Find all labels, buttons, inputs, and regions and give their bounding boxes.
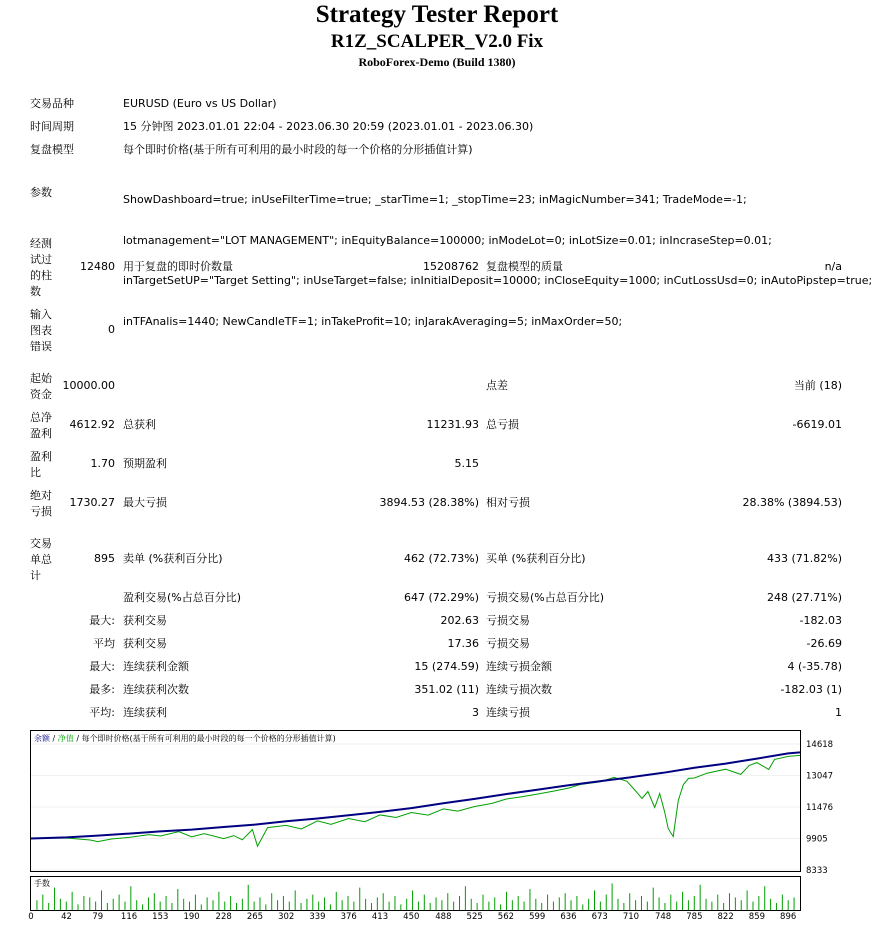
maxcons-losses-label: 连续亏损金额 [486, 660, 552, 673]
deposit-label: 起始资金 [30, 372, 52, 401]
params-line: ShowDashboard=true; inUseFilterTime=true; _starTime=1; _stopTime=23; inMagicNumber=341; TradeMode=-1; [123, 193, 747, 206]
report-title: Strategy Tester Report [315, 1, 559, 28]
largest-loss-value: -182.03 [799, 614, 842, 627]
x-tick-label: 302 [278, 912, 295, 922]
x-tick-label: 859 [748, 912, 766, 922]
avgcons-wins-label: 连续获利 [123, 706, 167, 719]
y-tick-label: 8333 [806, 866, 828, 876]
maxcons-wins-label: 连续获利金额 [123, 660, 189, 673]
maxcons-wins-value: 15 (274.59) [414, 660, 479, 673]
deposit-value: 10000.00 [62, 379, 115, 392]
x-tick-label: 116 [120, 912, 138, 922]
avg-profit-value: 17.36 [447, 637, 479, 650]
main-plot-frame [31, 731, 801, 872]
maxcons-prefix: 最大: [89, 660, 115, 673]
loss-trades-label: 亏损交易(%占总百分比) [486, 591, 605, 604]
pf-label: 盈利比 [30, 450, 52, 479]
legend-sep: / [50, 734, 58, 743]
avg-prefix: 平均 [93, 637, 115, 650]
largest-profit-value: 202.63 [440, 614, 479, 627]
maxconsloss-label: 连续亏损次数 [486, 683, 552, 696]
legend-balance: 余额 [34, 734, 50, 743]
legend-model: 每个即时价格(基于所有可利用的最小时段的每一个价格的分形插值计算) [81, 734, 336, 743]
largest-profit-label: 获利交易 [123, 614, 167, 627]
avg-loss-value: -26.69 [806, 637, 842, 650]
profit-trades-value: 647 (72.29%) [403, 591, 479, 604]
quality-value: n/a [824, 260, 842, 273]
grossprofit-label: 总获利 [123, 418, 156, 431]
avgcons-prefix: 平均: [89, 706, 115, 719]
errors-label: 输入图表错误 [30, 308, 52, 353]
x-tick-label: 153 [152, 912, 169, 922]
netprofit-label: 总净盈利 [30, 411, 52, 440]
spread-label: 点差 [486, 379, 508, 392]
symbol-value: EURUSD (Euro vs US Dollar) [123, 97, 277, 110]
expert-name: R1Z_SCALPER_V2.0 Fix [330, 31, 544, 52]
x-tick-label: 376 [340, 912, 357, 922]
expected-label: 预期盈利 [123, 457, 167, 470]
ticks-value: 15208762 [423, 260, 479, 273]
params-line: inTFAnalis=1440; NewCandleTF=1; inTakeProfit=10; inJarakAveraging=5; inMaxOrder=50; [123, 314, 623, 328]
quality-label: 复盘模型的质量 [486, 260, 563, 273]
avgcons-losses-label: 连续亏损 [486, 706, 530, 719]
params-line: lotmanagement="LOT MANAGEMENT"; inEquityBalance=100000; inModeLot=0; inLotSize=0.01; inIncraseStep=0.01; [123, 233, 772, 247]
bars-value: 12480 [80, 260, 115, 273]
server-name: RoboForex-Demo (Build 1380) [358, 55, 516, 69]
avgcons-wins-value: 3 [472, 706, 479, 719]
legend-equity: 净值 [57, 734, 74, 743]
x-tick-label: 79 [92, 912, 104, 922]
x-tick-label: 599 [529, 912, 546, 922]
y-tick-label: 14618 [806, 740, 834, 750]
long-value: 433 (71.82%) [766, 552, 842, 565]
spread-value: 当前 (18) [793, 379, 842, 392]
expected-value: 5.15 [454, 457, 479, 470]
maxdd-value: 3894.53 (28.38%) [379, 496, 479, 509]
profit-trades-label: 盈利交易(%占总百分比) [123, 591, 242, 604]
period-label: 时间周期 [30, 120, 74, 133]
x-tick-label: 228 [215, 912, 232, 922]
x-tick-label: 785 [686, 912, 703, 922]
largest-loss-label: 亏损交易 [486, 614, 530, 627]
y-tick-label: 9905 [806, 834, 828, 845]
absdd-label: 绝对亏损 [30, 489, 52, 518]
largest-prefix: 最大: [89, 614, 115, 627]
reldd-value: 28.38% (3894.53) [742, 496, 842, 509]
netprofit-value: 4612.92 [69, 418, 115, 431]
grossloss-label: 总亏损 [486, 418, 519, 431]
short-value: 462 (72.73%) [403, 552, 479, 565]
x-tick-label: 190 [183, 912, 200, 922]
balance-equity-chart [30, 730, 874, 929]
maxconsloss-value: -182.03 (1) [780, 683, 842, 696]
x-tick-label: 673 [591, 912, 608, 922]
legend-sep: / [73, 734, 82, 743]
params-label: 参数 [30, 186, 52, 199]
ticks-label: 用于复盘的即时价数量 [123, 260, 233, 273]
trades-label: 交易单总计 [30, 537, 52, 582]
x-tick-label: 488 [435, 912, 452, 922]
short-label: 卖单 (%获利百分比) [123, 552, 223, 565]
x-tick-label: 525 [466, 912, 483, 922]
x-tick-label: 0 [28, 912, 34, 922]
grossloss-value: -6619.01 [792, 418, 842, 431]
long-label: 买单 (%获利百分比) [486, 552, 586, 565]
bars-label: 经测试过的柱数 [30, 237, 52, 298]
absdd-value: 1730.27 [69, 496, 115, 509]
symbol-label: 交易品种 [30, 97, 74, 110]
trades-value: 895 [94, 552, 115, 565]
x-tick-label: 42 [61, 912, 72, 922]
maxconsprofit-label: 连续获利次数 [123, 683, 189, 696]
x-tick-label: 413 [371, 912, 389, 922]
grossprofit-value: 11231.93 [426, 418, 479, 431]
reldd-label: 相对亏损 [486, 496, 530, 509]
avg-profit-label: 获利交易 [123, 637, 167, 650]
avgcons-losses-value: 1 [835, 706, 842, 719]
errors-value: 0 [108, 323, 115, 336]
y-tick-labels [806, 740, 833, 876]
x-tick-label: 562 [497, 912, 515, 922]
period-value: 15 分钟图 2023.01.01 22:04 - 2023.06.30 20:59 (2023.01.01 - 2023.06.30) [123, 120, 534, 133]
params-line: inTargetSetUP="Target Setting"; inUseTarget=false; inInitialDeposit=10000; inCloseEquity=1000; inCutLossUsd=0; inAutoPipstep=true; [123, 274, 873, 287]
y-tick-label: 13047 [806, 771, 834, 782]
chart-legend [34, 733, 336, 743]
pf-value: 1.70 [90, 457, 115, 470]
maxconsprofit-prefix: 最多: [89, 683, 115, 696]
x-tick-label: 748 [654, 912, 672, 922]
maxconsprofit-value: 351.02 (11) [414, 683, 479, 696]
model-label: 复盘模型 [30, 143, 74, 156]
loss-trades-value: 248 (27.71%) [766, 591, 842, 604]
x-tick-label: 265 [246, 912, 264, 922]
avg-loss-label: 亏损交易 [486, 637, 530, 650]
maxcons-losses-value: 4 (-35.78) [787, 660, 842, 673]
x-tick-label: 636 [560, 912, 577, 922]
model-value: 每个即时价格(基于所有可利用的最小时段的每一个价格的分形插值计算) [123, 143, 473, 156]
x-tick-label: 822 [717, 912, 734, 922]
x-tick-labels [28, 912, 796, 922]
x-tick-label: 339 [309, 912, 326, 922]
y-tick-label: 11476 [806, 802, 834, 813]
x-tick-label: 710 [622, 912, 640, 922]
volume-plot-frame [31, 877, 801, 911]
maxdd-label: 最大亏损 [123, 496, 167, 509]
volume-label: 手数 [34, 879, 50, 888]
params-value [123, 166, 873, 342]
x-tick-label: 450 [403, 912, 420, 922]
x-tick-label: 896 [780, 912, 797, 922]
